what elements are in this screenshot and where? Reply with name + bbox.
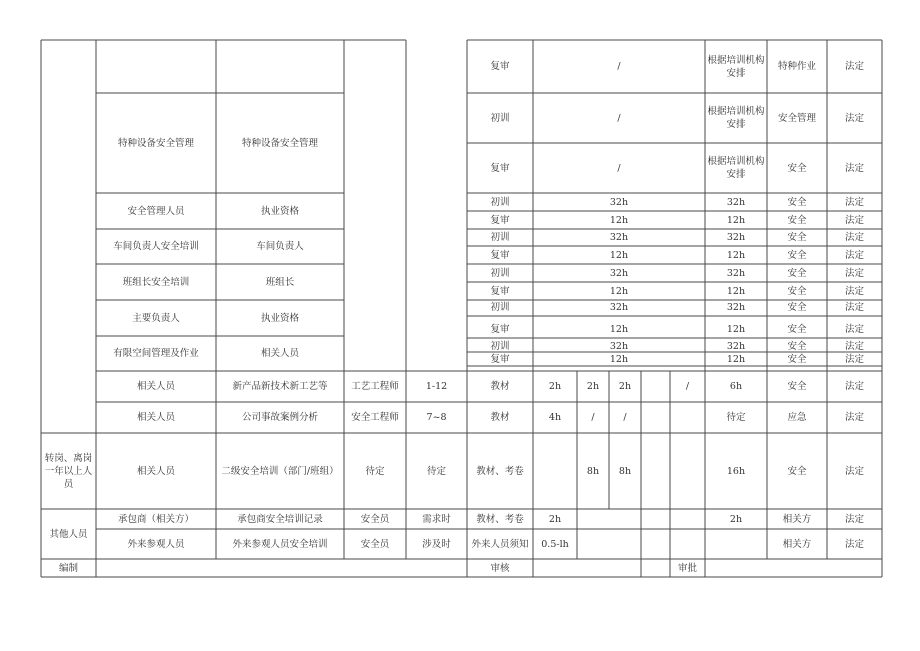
table-cell: 相关人员: [136, 465, 175, 477]
table-cell: 教材、考卷: [476, 465, 524, 477]
table-cell: 安全员: [360, 538, 390, 550]
table-cell: 初训: [490, 112, 510, 124]
table-cell: 工艺工程师: [351, 381, 399, 392]
table-cell: 安全: [787, 232, 807, 243]
table-cell: 转岗、离岗一年以上人员: [44, 452, 93, 490]
table-cell: 2h: [729, 513, 743, 525]
table-cell: 7~8: [426, 412, 447, 423]
table-cell: 相关人员: [260, 348, 299, 359]
table-cell: /: [617, 61, 621, 72]
table-cell: 复审: [490, 353, 510, 365]
table-cell: 有限空间管理及作业: [113, 348, 199, 359]
table-cell: 相关人员: [136, 412, 175, 423]
table-cell: 教材: [490, 381, 510, 392]
table-cell: 4h: [548, 412, 562, 423]
table-cell: 法定: [844, 301, 864, 313]
table-cell: 32h: [726, 341, 746, 352]
table-cell: 外来参观人员: [127, 538, 185, 550]
table-cell: 涉及时: [422, 538, 451, 550]
table-cell: 车间负责人: [256, 241, 304, 252]
table-cell: 复审: [490, 249, 510, 261]
table-cell: 12h: [609, 285, 629, 297]
table-cell: 承包商（相关方）: [117, 513, 194, 525]
table-cell: 安全: [787, 341, 807, 352]
table-cell: 主要负责人: [132, 312, 180, 324]
table-cell: 审核: [490, 562, 510, 574]
table-cell: 12h: [609, 353, 629, 365]
table-cell: 12h: [726, 323, 746, 335]
table-cell: 外来参观人员安全培训: [232, 538, 328, 550]
table-cell: 安全员: [360, 513, 390, 525]
table-cell: 复审: [490, 162, 510, 174]
table-cell: 8h: [586, 465, 600, 477]
table-cell: 安全: [787, 162, 807, 174]
table-cell: 二级安全培训（部门/班组）: [221, 465, 339, 477]
table-cell: 法定: [844, 249, 864, 261]
table-cell: /: [623, 412, 627, 423]
table-cell: 安全: [787, 381, 807, 392]
table-cell: 其他人员: [49, 528, 88, 540]
table-cell: 安全: [787, 323, 807, 335]
table-cell: 复审: [490, 323, 510, 335]
table-cell: 法定: [844, 381, 864, 392]
table-cell: 2h: [618, 381, 632, 392]
table-cell: /: [617, 112, 621, 124]
table-cell: 特种设备安全管理: [241, 137, 318, 149]
table-cell: 安全管理: [777, 112, 816, 124]
table-cell: 安全: [787, 285, 807, 297]
table-cell: 12h: [726, 285, 746, 297]
table-cell: 32h: [726, 267, 746, 279]
table-cell: 法定: [844, 285, 864, 297]
table-cell: 法定: [844, 214, 864, 226]
table-cell: 待定: [426, 465, 446, 477]
table-cell: 特种设备安全管理: [117, 137, 194, 149]
table-cell: 法定: [844, 412, 864, 423]
table-cell: 安全: [787, 196, 807, 208]
table-cell: 32h: [609, 196, 629, 208]
table-cell: 初训: [490, 341, 510, 352]
table-cell: 法定: [844, 267, 864, 279]
table-cell: 班组长安全培训: [122, 276, 190, 288]
table-cell: 12h: [609, 249, 629, 261]
table-cell: 32h: [609, 301, 629, 313]
table-cell: 审批: [677, 562, 697, 574]
table-cell: 初训: [490, 267, 510, 279]
table-cell: 初训: [490, 232, 510, 243]
table-cell: 法定: [844, 232, 864, 243]
table-cell: 12h: [726, 214, 746, 226]
table-cell: 编制: [58, 562, 78, 574]
table-cell: 初训: [490, 196, 510, 208]
table-cell: 32h: [609, 341, 629, 352]
table-cell: 初训: [490, 301, 510, 313]
table-cell: 法定: [844, 196, 864, 208]
table-cell: 安全: [787, 301, 807, 313]
table-cell: 根据培训机构安排: [707, 156, 765, 180]
table-cell: 特种作业: [777, 61, 816, 72]
table-cell: 应急: [787, 412, 807, 423]
table-cell: 新产品新技术新工艺等: [232, 381, 328, 392]
table-cell: 32h: [726, 196, 746, 208]
table-cell: 2h: [548, 513, 562, 525]
table-cell: 复审: [490, 214, 510, 226]
table-cell: 待定: [365, 465, 385, 477]
table-cell: 法定: [844, 353, 864, 365]
table-cell: 班组长: [265, 276, 295, 288]
table-cell: 12h: [726, 353, 746, 365]
table-cell: 12h: [609, 214, 629, 226]
table-cell: 法定: [844, 538, 864, 550]
table-cell: 法定: [844, 162, 864, 174]
table-cell: 执业资格: [260, 312, 299, 324]
table-cell: /: [685, 381, 690, 392]
table-cell: 32h: [609, 267, 629, 279]
table-cell: 相关方: [782, 538, 812, 550]
table-cell: 12h: [609, 323, 629, 335]
table-cell: 教材、考卷: [476, 513, 524, 525]
table-cell: 承包商安全培训记录: [237, 513, 323, 525]
table-cell: /: [617, 162, 621, 174]
table-cell: 根据培训机构安排: [707, 106, 765, 130]
table-cell: 相关方: [782, 513, 812, 525]
table-cell: 8h: [618, 465, 632, 477]
table-cell: 车间负责人安全培训: [113, 241, 199, 252]
table-cell: 教材: [490, 412, 510, 423]
table-cell: 法定: [844, 465, 864, 477]
table-cell: 2h: [586, 381, 600, 392]
table-cell: 法定: [844, 112, 864, 124]
table-cell: 法定: [844, 61, 864, 72]
table-cell: 1-12: [425, 381, 448, 392]
table-cell: 安全: [787, 465, 807, 477]
table-cell: 法定: [844, 341, 864, 352]
table-cell: 法定: [844, 323, 864, 335]
table-cell: 相关人员: [136, 381, 175, 392]
table-cell: 安全: [787, 353, 807, 365]
table-cell: 32h: [726, 301, 746, 313]
table-cell: 2h: [548, 381, 562, 392]
table-cell: 0.5-lh: [541, 538, 569, 550]
table-cell: 复审: [490, 61, 510, 72]
table-cell: 复审: [490, 285, 510, 297]
table-cell: 外来人员须知: [471, 538, 529, 550]
table-cell: 安全: [787, 214, 807, 226]
table-cell: 安全工程师: [351, 412, 399, 423]
table-cell: 6h: [729, 381, 743, 392]
table-cell: 根据培训机构安排: [707, 54, 765, 79]
table-cell: 公司事故案例分析: [241, 412, 318, 423]
table-cell: 需求时: [422, 513, 451, 525]
table-cell: 执业资格: [260, 205, 299, 217]
table-cell: 待定: [726, 412, 746, 423]
table-cell: 12h: [726, 249, 746, 261]
table-cell: 安全: [787, 249, 807, 261]
table-cell: 32h: [726, 232, 746, 243]
table-cell: /: [591, 412, 595, 423]
table-cell: 法定: [844, 513, 864, 525]
table-cell: 安全管理人员: [127, 205, 185, 217]
table-cell: 32h: [609, 232, 629, 243]
table-cell: 安全: [787, 267, 807, 279]
table-cell: 16h: [726, 465, 746, 477]
